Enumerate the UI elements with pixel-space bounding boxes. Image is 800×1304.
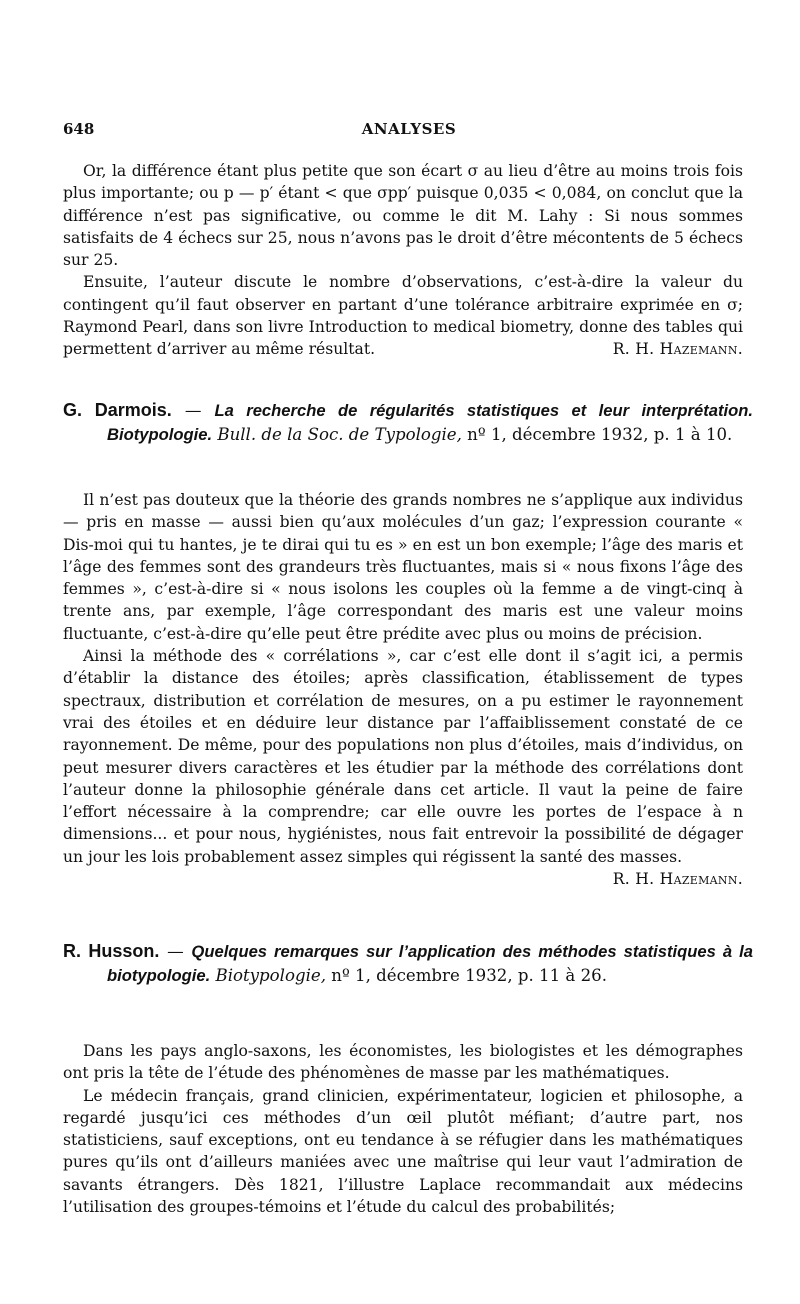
paragraph: Le médecin français, grand clinicien, expérimentateur, logicien et philosophe, a regardé jusqu’ici ces méthodes d’un œil plutôt méfiant; d’autre part, nos statisticiens, sauf exceptions, ont eu tendance à se réfugier dans les mathématiques pures qu’ils ont d’ailleurs maniées avec une maîtrise qui leur vaut l’admiration de savants étrangers. Dès 1821, l’illustre Laplace recommandait aux médecins l’utilisation des groupes-témoins et l’étude du calcul des probabilités; xyxy=(63,1086,743,1217)
entry-journal: Biotypologie, xyxy=(210,966,326,985)
entry-journal: Bull. de la Soc. de Typologie, xyxy=(212,425,462,444)
entry-title: La recherche de régularités statistiques et leur interprétation. Biotypologie. xyxy=(107,401,754,444)
paragraph: Dans les pays anglo-saxons, les économistes, les biologistes et les démographes ont pris la tête de l’étude des phénomènes de masse par les mathématiques. xyxy=(63,1042,743,1083)
review-continuation xyxy=(63,160,743,361)
entry-dash: — xyxy=(171,401,215,420)
paragraph: Il n’est pas douteux que la théorie des grands nombres ne s’applique aux individus — pris en masse — aussi bien qu’aux molécules d’un gaz; l’expression courante « Dis-moi qui tu hantes, je te dirai qui tu es » en est un bon exemple; l’âge des maris et l’âge des femmes sont des grandeurs très fluctuantes, mais si « nous fixons l’âge des femmes », c’est-à-dire si « nous isolons les couples où la femme a de vingt-cinq à trente ans, par exemple, l’âge correspondant des maris est une valeur moins fluctuante, c’est-à-dire qu’elle peut être prédite avec plus ou moins de précision. xyxy=(63,491,743,643)
review-text xyxy=(63,489,743,890)
entry-author: G. Darmois. xyxy=(63,400,172,420)
review-text xyxy=(63,1040,743,1218)
page-header xyxy=(63,120,755,142)
signature: R. H. Hazemann. xyxy=(612,340,743,359)
bibliographic-entry xyxy=(63,939,753,988)
entry-title: Quelques remarques sur l’application des méthodes statistiques à la biotypologie. xyxy=(107,942,753,985)
running-head: ANALYSES xyxy=(361,120,457,138)
entry-author: R. Husson. xyxy=(63,941,160,961)
entry-details: nº 1, décembre 1932, p. 1 à 10. xyxy=(461,425,733,444)
paragraph: Or, la différence étant plus petite que son écart σ au lieu d’être au moins trois fois plus importante; ou p — p′ étant < que σpp′ puisque 0,035 < 0,084, on conclut que la différence n’est pas significative, ou comme le dit M. Lahy : Si nous sommes satisfaits de 4 échecs sur 25, nous n’avons pas le droit d’être mécontents de 5 échecs sur 25. xyxy=(63,162,743,270)
entry-details: nº 1, décembre 1932, p. 11 à 26. xyxy=(326,966,607,985)
paragraph: Ainsi la méthode des « corrélations », car c’est elle dont il s’agit ici, a permis d’établir la distance des étoiles; après classification, établissement de types spectraux, distribution et corrélation de mesures, on a pu estimer le rayonnement vrai des étoiles et en déduire leur distance par l’affaiblissement constaté de ce rayonnement. De même, pour des populations non plus d’étoiles, mais d’individus, on peut mesurer divers caractères et les étudier par la méthode des corrélations dont l’auteur donne la philosophie générale dans cet article. Il vaut la peine de faire l’effort nécessaire à la comprendre; car elle ouvre les portes de l’espace à n dimensions... et pour nous, hygiénistes, nous fait entrevoir la possibilité de dégager un jour les lois probablement assez simples qui régissent la santé des masses. R. H. Hazemann. xyxy=(63,645,743,890)
page-number: 648 xyxy=(63,120,95,138)
signature: R. H. Hazemann. xyxy=(612,870,743,889)
bibliographic-entry xyxy=(63,398,753,447)
entry-dash: — xyxy=(159,942,192,961)
paragraph: Ensuite, l’auteur discute le nombre d’observations, c’est-à-dire la valeur du contingent qu’il faut observer en partant d’une tolérance arbitraire exprimée en σ; Raymond Pearl, dans son livre Introduction to medical biometry, donne des tables qui permettent d’arriver au même résultat. R. H. Hazemann. xyxy=(63,271,743,360)
